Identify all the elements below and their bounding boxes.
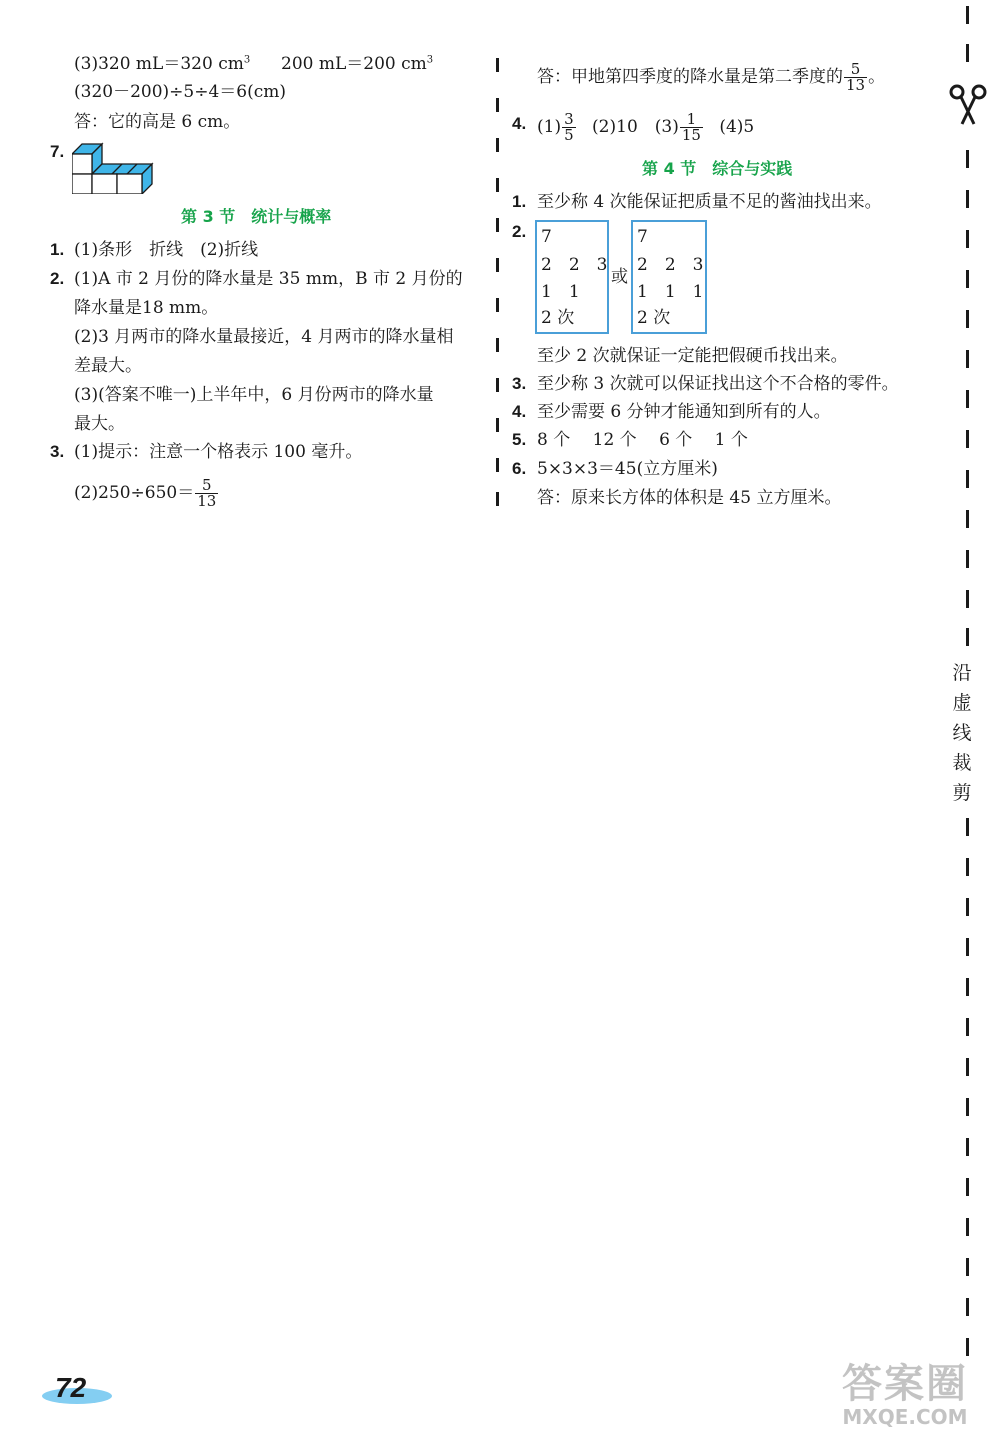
- cut-label-char: 剪: [952, 782, 972, 804]
- cut-line-dash: [966, 230, 969, 248]
- left-q1-text: (1)条形 折线 (2)折线: [74, 240, 259, 260]
- cut-line-dash: [966, 44, 969, 62]
- left-q2-number: 2.: [50, 269, 65, 288]
- cut-line-dash: [966, 1178, 969, 1196]
- cut-line-dash: [966, 150, 969, 168]
- right-q2-number: 2.: [512, 222, 527, 241]
- box-row: 2 次: [637, 308, 671, 328]
- right-q4-text: [537, 112, 754, 143]
- right-q1-text: 至少称 4 次能保证把质量不足的酱油找出来。: [537, 192, 882, 212]
- left-line-p6-3-2: (320－200)÷5÷4＝6(cm): [74, 82, 287, 102]
- fraction: [562, 112, 576, 143]
- section-3-title: 第 3 节 统计与概率: [181, 207, 332, 226]
- cut-line-dash: [966, 1058, 969, 1076]
- box-row: 2 次: [541, 308, 575, 328]
- text: 。: [868, 67, 886, 87]
- cut-line-dash: [966, 350, 969, 368]
- column-divider-dash: [496, 298, 499, 312]
- left-q2-line5: (3)(答案不唯一)上半年中，6 月份两市的降水量: [74, 385, 434, 405]
- superscript: 3: [426, 54, 434, 66]
- cut-line-dash: [966, 270, 969, 288]
- right-q6-line2: 答：原来长方体的体积是 45 立方厘米。: [537, 488, 842, 508]
- cut-line-dash: [966, 1338, 969, 1356]
- left-q3-line2: [74, 478, 219, 509]
- or-label: 或: [611, 267, 628, 287]
- left-q2-line1: (1)A 市 2 月份的降水量是 35 mm，B 市 2 月份的: [74, 269, 463, 289]
- right-q4b-text: 至少需要 6 分钟才能通知到所有的人。: [537, 402, 831, 422]
- left-q1-number: 1.: [50, 240, 65, 259]
- right-q2-after: 至少 2 次就保证一定能把假硬币找出来。: [537, 346, 848, 366]
- box-row: 1 1 1: [637, 282, 704, 302]
- right-answer-top: [537, 62, 885, 93]
- cut-line-dash: [966, 190, 969, 208]
- cut-line-dash: [966, 978, 969, 996]
- cut-line-dash: [966, 938, 969, 956]
- fraction: [680, 112, 703, 143]
- left-line-p6-3-1: [74, 52, 433, 76]
- left-q2-line6: 最大。: [74, 414, 125, 434]
- left-q2-line4: 差最大。: [74, 356, 142, 376]
- superscript: 3: [243, 54, 251, 66]
- left-q2-line3: (2)3 月两市的降水量最接近，4 月两市的降水量相: [74, 327, 454, 347]
- left-q2-line2: 降水量是18 mm。: [74, 298, 219, 318]
- column-divider-dash: [496, 338, 499, 352]
- right-q5-number: 5.: [512, 430, 527, 449]
- cut-line-dash: [966, 310, 969, 328]
- cut-line-dash: [966, 550, 969, 568]
- cube-figure-icon: [72, 140, 160, 194]
- column-divider-dash: [496, 178, 499, 192]
- text: 答：甲地第四季度的降水量是第二季度的: [537, 67, 843, 87]
- fraction: [844, 62, 867, 93]
- left-q3-number: 3.: [50, 442, 65, 461]
- column-divider-dash: [496, 98, 499, 112]
- column-divider-dash: [496, 218, 499, 232]
- right-q5-text: 8 个 12 个 6 个 1 个: [537, 430, 748, 450]
- watermark-line2: MXQE.COM: [842, 1405, 968, 1429]
- right-q6-number: 6.: [512, 459, 527, 478]
- left-line-p6-3-3: 答：它的高是 6 cm。: [74, 112, 241, 132]
- cut-line-dash: [966, 1098, 969, 1116]
- cut-line-dash: [966, 1218, 969, 1236]
- cut-line-dash: [966, 6, 969, 24]
- text: (2)10 (3): [592, 117, 679, 137]
- left-q3-line1: (1)提示：注意一个格表示 100 毫升。: [74, 442, 363, 462]
- watermark-line1: 答案圈: [842, 1361, 968, 1407]
- cut-line-dash: [966, 898, 969, 916]
- column-divider-dash: [496, 58, 499, 72]
- box-row: 2 2 3: [637, 255, 704, 275]
- denominator: 5: [564, 126, 574, 144]
- box-row: 7: [637, 227, 648, 247]
- box-row: 7: [541, 227, 552, 247]
- cut-line-dash: [966, 510, 969, 528]
- right-q1-number: 1.: [512, 192, 527, 211]
- cut-line-dash: [966, 1018, 969, 1036]
- right-q4-number: 4.: [512, 114, 527, 133]
- cut-label-char: 裁: [952, 752, 972, 774]
- numerator: 1: [680, 112, 703, 128]
- text: (4)5: [719, 117, 755, 137]
- right-q4b-number: 4.: [512, 402, 527, 421]
- text: 200 mL＝200 cm: [281, 54, 427, 74]
- cut-line-dash: [966, 430, 969, 448]
- weighing-box-2: [631, 220, 707, 334]
- cut-label-char: 线: [952, 722, 972, 744]
- cut-line-dash: [966, 818, 969, 836]
- denominator: 15: [681, 126, 701, 144]
- cut-line-dash: [966, 858, 969, 876]
- fraction: [195, 478, 218, 509]
- box-row: 1 1: [541, 282, 580, 302]
- text: (3)320 mL＝320 cm: [74, 54, 244, 74]
- watermark: [820, 1362, 990, 1432]
- cut-line-dash: [966, 1298, 969, 1316]
- right-q3-number: 3.: [512, 374, 527, 393]
- cut-label-char: 虚: [952, 692, 972, 714]
- column-divider-dash: [496, 458, 499, 472]
- right-q6-line1: 5×3×3＝45(立方厘米): [537, 459, 718, 479]
- cut-label-char: 沿: [952, 662, 972, 684]
- numerator: 5: [844, 62, 867, 78]
- right-q3-text: 至少称 3 次就可以保证找出这个不合格的零件。: [537, 374, 899, 394]
- cut-line-dash: [966, 628, 969, 646]
- column-divider-dash: [496, 138, 499, 152]
- cut-line-dash: [966, 470, 969, 488]
- cut-line-dash: [966, 390, 969, 408]
- weighing-box-1: [535, 220, 609, 334]
- cut-line-dash: [966, 1138, 969, 1156]
- numerator: 3: [564, 110, 574, 128]
- numerator: 5: [195, 478, 218, 494]
- scissors-icon: [948, 82, 988, 126]
- section-4-title: 第 4 节 综合与实践: [642, 159, 793, 178]
- page-number: 72: [55, 1372, 87, 1403]
- column-divider-dash: [496, 492, 499, 506]
- box-row: 2 2 3: [541, 255, 608, 275]
- text: (1): [537, 117, 562, 137]
- column-divider-dash: [496, 418, 499, 432]
- column-divider-dash: [496, 378, 499, 392]
- text: (2)250÷650＝: [74, 483, 195, 503]
- denominator: 13: [197, 492, 217, 510]
- cut-line-dash: [966, 1258, 969, 1276]
- denominator: 13: [846, 76, 866, 94]
- column-divider-dash: [496, 258, 499, 272]
- cut-line-dash: [966, 590, 969, 608]
- q7-number: 7.: [50, 142, 65, 161]
